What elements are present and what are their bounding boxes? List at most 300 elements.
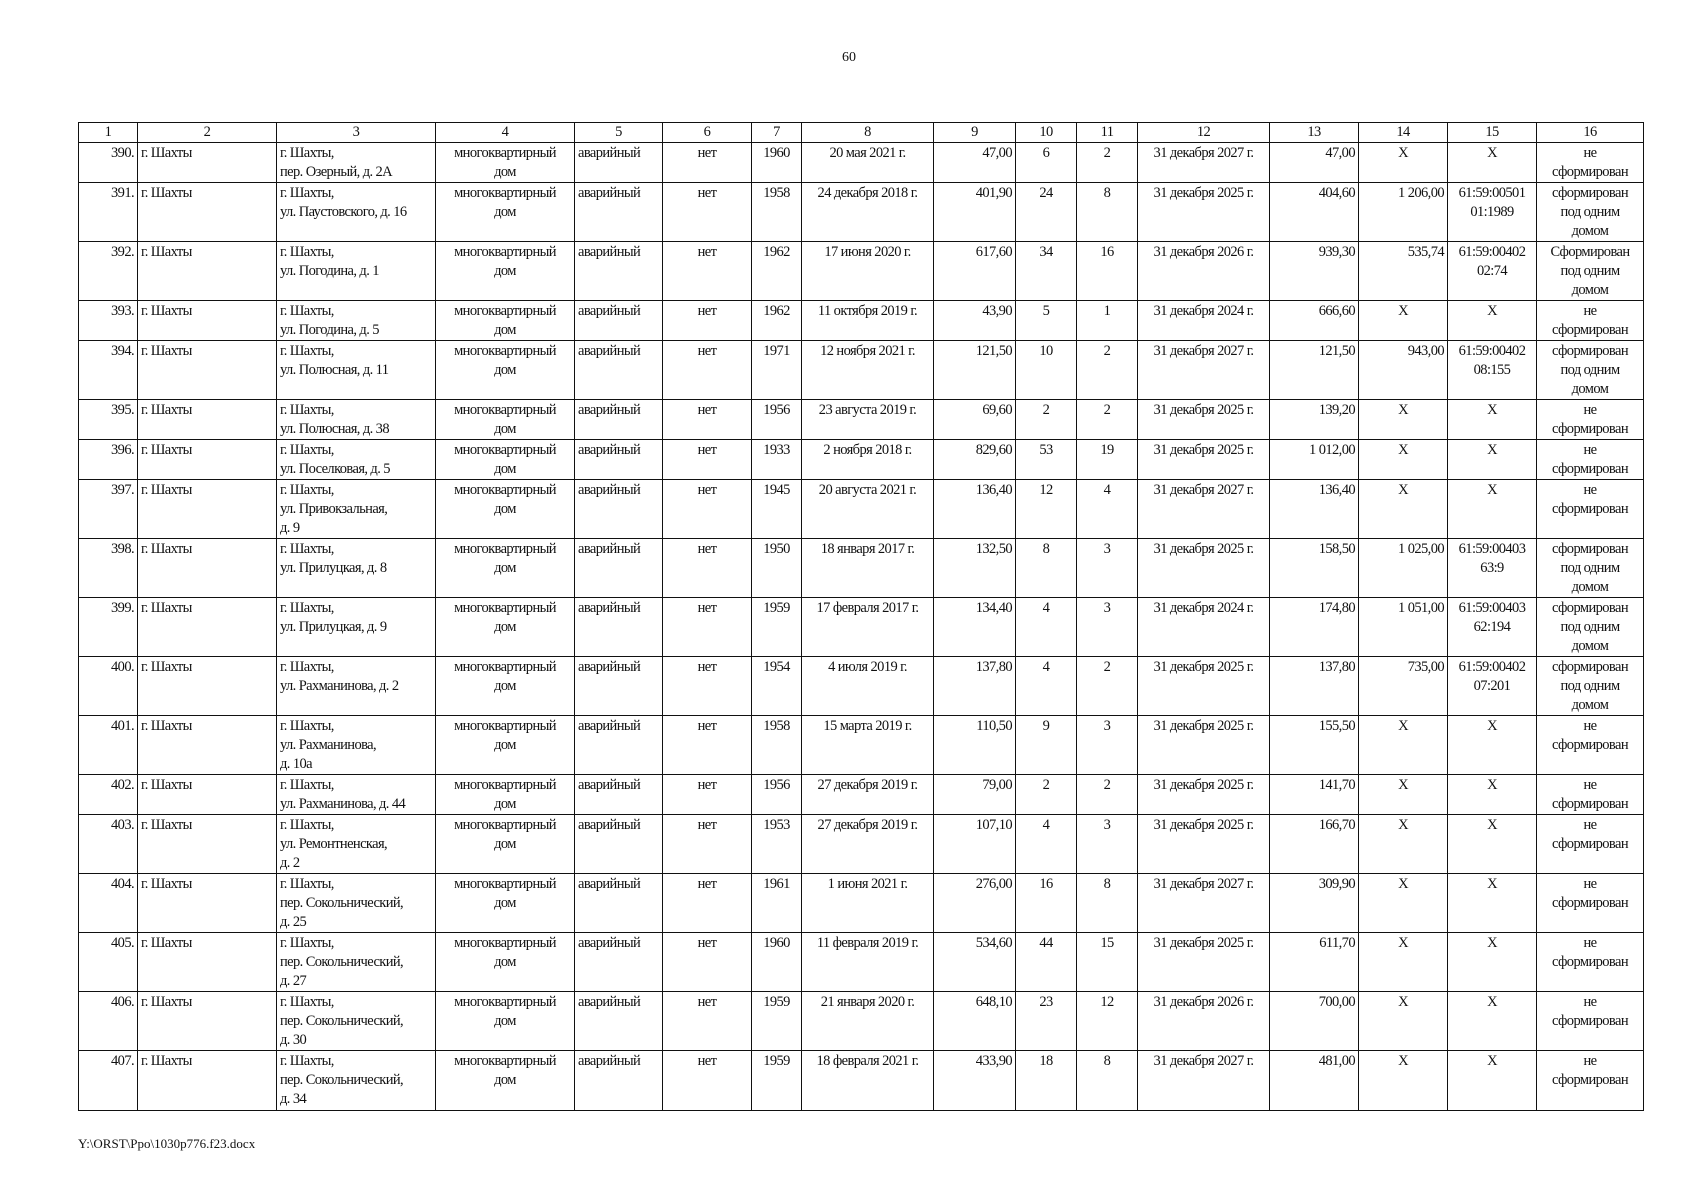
deadline-cell: 31 декабря 2025 г. <box>1138 815 1270 874</box>
address-line-1: г. Шахты, <box>280 185 334 201</box>
address-line-1: г. Шахты, <box>280 659 334 675</box>
area-cell: 107,10 <box>934 815 1016 874</box>
col13-cell: 141,70 <box>1270 775 1359 815</box>
deadline-cell: 31 декабря 2025 г. <box>1138 657 1270 716</box>
building-type-cell <box>436 657 575 716</box>
building-type-cell <box>436 400 575 440</box>
plot-status-line-1: не <box>1583 817 1597 833</box>
plot-status-line-1: не <box>1583 145 1597 161</box>
area-cell: 136,40 <box>934 480 1016 539</box>
address-cell <box>277 815 436 874</box>
land-area-cell: X <box>1359 992 1448 1051</box>
table-row <box>79 775 1644 815</box>
plot-status-line-1: не <box>1583 777 1597 793</box>
address-cell <box>277 775 436 815</box>
year-cell: 1958 <box>752 716 802 775</box>
table-row <box>79 143 1644 183</box>
building-type-cell <box>436 341 575 400</box>
year-cell: 1954 <box>752 657 802 716</box>
deadline-cell: 31 декабря 2027 г. <box>1138 874 1270 933</box>
plot-status-line-3: домом <box>1571 697 1609 713</box>
address-line-1: г. Шахты, <box>280 600 334 616</box>
plot-status-line-2: под одним <box>1560 204 1620 220</box>
address-line-1: г. Шахты, <box>280 1053 334 1069</box>
address-cell <box>277 341 436 400</box>
deadline-cell: 31 декабря 2027 г. <box>1138 1051 1270 1111</box>
land-area-cell: X <box>1359 440 1448 480</box>
city-cell: г. Шахты <box>138 716 277 775</box>
col13-cell: 174,80 <box>1270 598 1359 657</box>
address-line-2: пер. Сокольнический, <box>280 1013 404 1029</box>
plot-status-line-2: сформирован <box>1552 322 1628 338</box>
flag-cell: нет <box>663 874 752 933</box>
flag-cell: нет <box>663 716 752 775</box>
address-cell <box>277 480 436 539</box>
col13-cell: 939,30 <box>1270 242 1359 301</box>
cadastral-number-line-1: 61:59:00402 <box>1458 659 1526 675</box>
land-area-cell: 1 051,00 <box>1359 598 1448 657</box>
deadline-cell: 31 декабря 2026 г. <box>1138 992 1270 1051</box>
flag-cell: нет <box>663 657 752 716</box>
plot-status-cell <box>1537 143 1644 183</box>
col10-cell: 12 <box>1016 480 1077 539</box>
cadastral-number-line-1: X <box>1487 817 1497 833</box>
year-cell: 1953 <box>752 815 802 874</box>
plot-status-line-1: не <box>1583 1053 1597 1069</box>
address-line-2: ул. Паустовского, д. 16 <box>280 204 407 220</box>
address-line-2: ул. Погодина, д. 5 <box>280 322 379 338</box>
city-cell: г. Шахты <box>138 1051 277 1111</box>
cadastral-number-line-1: 61:59:00402 <box>1458 343 1526 359</box>
col10-cell: 23 <box>1016 992 1077 1051</box>
cadastral-number-cell <box>1448 716 1537 775</box>
column-header-11: 11 <box>1077 123 1138 143</box>
cadastral-number-cell <box>1448 539 1537 598</box>
address-cell <box>277 992 436 1051</box>
recognition-date-cell: 11 февраля 2019 г. <box>802 933 934 992</box>
plot-status-line-3: домом <box>1571 282 1609 298</box>
address-line-1: г. Шахты, <box>280 343 334 359</box>
land-area-cell: 1 206,00 <box>1359 183 1448 242</box>
condition-cell: аварийный <box>575 598 663 657</box>
address-line-1: г. Шахты, <box>280 718 334 734</box>
year-cell: 1956 <box>752 775 802 815</box>
address-line-2: ул. Прилуцкая, д. 8 <box>280 560 387 576</box>
table-row <box>79 716 1644 775</box>
land-area-cell: X <box>1359 815 1448 874</box>
address-cell <box>277 598 436 657</box>
plot-status-line-2: сформирован <box>1552 737 1628 753</box>
cadastral-number-cell <box>1448 440 1537 480</box>
recognition-date-cell: 17 февраля 2017 г. <box>802 598 934 657</box>
plot-status-line-1: не <box>1583 482 1597 498</box>
building-type-line-1: многоквартирный <box>454 244 556 260</box>
flag-cell: нет <box>663 539 752 598</box>
building-type-line-2: дом <box>494 461 516 477</box>
column-header-1: 1 <box>79 123 138 143</box>
address-line-1: г. Шахты, <box>280 303 334 319</box>
column-header-16: 16 <box>1537 123 1644 143</box>
recognition-date-cell: 21 января 2020 г. <box>802 992 934 1051</box>
housing-registry-table <box>78 122 1644 1111</box>
column-header-12: 12 <box>1138 123 1270 143</box>
land-area-cell: 735,00 <box>1359 657 1448 716</box>
address-line-2: ул. Полюсная, д. 38 <box>280 421 389 437</box>
year-cell: 1962 <box>752 301 802 341</box>
flag-cell: нет <box>663 440 752 480</box>
condition-cell: аварийный <box>575 480 663 539</box>
land-area-cell: X <box>1359 933 1448 992</box>
cadastral-number-line-1: 61:59:00403 <box>1458 600 1526 616</box>
cadastral-number-line-1: X <box>1487 442 1497 458</box>
city-cell: г. Шахты <box>138 815 277 874</box>
building-type-line-1: многоквартирный <box>454 718 556 734</box>
address-line-1: г. Шахты, <box>280 935 334 951</box>
cadastral-number-line-1: X <box>1487 482 1497 498</box>
col10-cell: 5 <box>1016 301 1077 341</box>
col10-cell: 53 <box>1016 440 1077 480</box>
recognition-date-cell: 24 декабря 2018 г. <box>802 183 934 242</box>
header-row <box>79 123 1644 143</box>
column-header-3: 3 <box>277 123 436 143</box>
land-area-cell: X <box>1359 1051 1448 1111</box>
address-line-3: д. 9 <box>280 520 300 536</box>
col11-cell: 19 <box>1077 440 1138 480</box>
plot-status-line-1: не <box>1583 442 1597 458</box>
plot-status-cell <box>1537 301 1644 341</box>
address-cell <box>277 440 436 480</box>
area-cell: 69,60 <box>934 400 1016 440</box>
plot-status-line-3: домом <box>1571 579 1609 595</box>
table-row <box>79 874 1644 933</box>
column-header-9: 9 <box>934 123 1016 143</box>
plot-status-line-1: не <box>1583 876 1597 892</box>
area-cell: 134,40 <box>934 598 1016 657</box>
row-number-cell: 396. <box>79 440 138 480</box>
address-line-1: г. Шахты, <box>280 994 334 1010</box>
plot-status-cell <box>1537 242 1644 301</box>
deadline-cell: 31 декабря 2025 г. <box>1138 440 1270 480</box>
row-number-cell: 406. <box>79 992 138 1051</box>
col10-cell: 4 <box>1016 657 1077 716</box>
year-cell: 1960 <box>752 143 802 183</box>
city-cell: г. Шахты <box>138 657 277 716</box>
table-row <box>79 242 1644 301</box>
deadline-cell: 31 декабря 2025 г. <box>1138 539 1270 598</box>
building-type-line-1: многоквартирный <box>454 777 556 793</box>
column-header-10: 10 <box>1016 123 1077 143</box>
deadline-cell: 31 декабря 2027 г. <box>1138 143 1270 183</box>
col13-cell: 700,00 <box>1270 992 1359 1051</box>
building-type-line-2: дом <box>494 678 516 694</box>
table-row <box>79 933 1644 992</box>
cadastral-number-line-1: X <box>1487 1053 1497 1069</box>
col11-cell: 2 <box>1077 657 1138 716</box>
cadastral-number-line-1: 61:59:00501 <box>1458 185 1526 201</box>
condition-cell: аварийный <box>575 1051 663 1111</box>
building-type-line-2: дом <box>494 796 516 812</box>
address-line-2: ул. Привокзальная, <box>280 501 388 517</box>
plot-status-cell <box>1537 775 1644 815</box>
building-type-cell <box>436 775 575 815</box>
deadline-cell: 31 декабря 2025 г. <box>1138 183 1270 242</box>
deadline-cell: 31 декабря 2024 г. <box>1138 598 1270 657</box>
col10-cell: 18 <box>1016 1051 1077 1111</box>
address-cell <box>277 539 436 598</box>
row-number-cell: 391. <box>79 183 138 242</box>
building-type-line-2: дом <box>494 362 516 378</box>
deadline-cell: 31 декабря 2027 г. <box>1138 341 1270 400</box>
row-number-cell: 397. <box>79 480 138 539</box>
land-area-cell: X <box>1359 400 1448 440</box>
building-type-line-2: дом <box>494 737 516 753</box>
address-cell <box>277 1051 436 1111</box>
condition-cell: аварийный <box>575 440 663 480</box>
building-type-line-1: многоквартирный <box>454 994 556 1010</box>
condition-cell: аварийный <box>575 341 663 400</box>
cadastral-number-line-1: 61:59:00403 <box>1458 541 1526 557</box>
col10-cell: 34 <box>1016 242 1077 301</box>
flag-cell: нет <box>663 143 752 183</box>
land-area-cell: 1 025,00 <box>1359 539 1448 598</box>
building-type-line-1: многоквартирный <box>454 935 556 951</box>
building-type-line-1: многоквартирный <box>454 817 556 833</box>
condition-cell: аварийный <box>575 933 663 992</box>
area-cell: 617,60 <box>934 242 1016 301</box>
plot-status-line-2: сформирован <box>1552 164 1628 180</box>
area-cell: 110,50 <box>934 716 1016 775</box>
address-line-2: пер. Озерный, д. 2А <box>280 164 393 180</box>
col13-cell: 666,60 <box>1270 301 1359 341</box>
building-type-line-1: многоквартирный <box>454 343 556 359</box>
plot-status-cell <box>1537 341 1644 400</box>
flag-cell: нет <box>663 1051 752 1111</box>
plot-status-cell <box>1537 183 1644 242</box>
row-number-cell: 405. <box>79 933 138 992</box>
col13-cell: 158,50 <box>1270 539 1359 598</box>
col11-cell: 3 <box>1077 539 1138 598</box>
address-cell <box>277 657 436 716</box>
col11-cell: 3 <box>1077 598 1138 657</box>
plot-status-line-1: сформирован <box>1552 185 1628 201</box>
condition-cell: аварийный <box>575 657 663 716</box>
address-cell <box>277 143 436 183</box>
row-number-cell: 395. <box>79 400 138 440</box>
cadastral-number-cell <box>1448 657 1537 716</box>
cadastral-number-line-1: X <box>1487 777 1497 793</box>
recognition-date-cell: 18 января 2017 г. <box>802 539 934 598</box>
row-number-cell: 393. <box>79 301 138 341</box>
plot-status-line-1: не <box>1583 718 1597 734</box>
address-line-2: пер. Сокольнический, <box>280 954 404 970</box>
row-number-cell: 398. <box>79 539 138 598</box>
address-line-1: г. Шахты, <box>280 244 334 260</box>
condition-cell: аварийный <box>575 874 663 933</box>
col10-cell: 10 <box>1016 341 1077 400</box>
land-area-cell: 943,00 <box>1359 341 1448 400</box>
row-number-cell: 407. <box>79 1051 138 1111</box>
address-cell <box>277 183 436 242</box>
col11-cell: 2 <box>1077 400 1138 440</box>
area-cell: 648,10 <box>934 992 1016 1051</box>
col11-cell: 8 <box>1077 1051 1138 1111</box>
address-line-3: д. 25 <box>280 914 307 930</box>
cadastral-number-line-2: 63:9 <box>1480 560 1504 576</box>
plot-status-cell <box>1537 1051 1644 1111</box>
land-area-cell: X <box>1359 143 1448 183</box>
table-row <box>79 440 1644 480</box>
row-number-cell: 394. <box>79 341 138 400</box>
col11-cell: 1 <box>1077 301 1138 341</box>
cadastral-number-line-1: X <box>1487 876 1497 892</box>
row-number-cell: 390. <box>79 143 138 183</box>
city-cell: г. Шахты <box>138 400 277 440</box>
footer-file-path: Y:\ORST\Ppo\1030p776.f23.docx <box>78 1136 256 1151</box>
cadastral-number-cell <box>1448 143 1537 183</box>
condition-cell: аварийный <box>575 716 663 775</box>
deadline-cell: 31 декабря 2024 г. <box>1138 301 1270 341</box>
row-number-cell: 399. <box>79 598 138 657</box>
plot-status-line-2: под одним <box>1560 560 1620 576</box>
building-type-cell <box>436 301 575 341</box>
building-type-cell <box>436 716 575 775</box>
deadline-cell: 31 декабря 2025 г. <box>1138 400 1270 440</box>
plot-status-line-2: сформирован <box>1552 1072 1628 1088</box>
column-header-13: 13 <box>1270 123 1359 143</box>
table-row <box>79 657 1644 716</box>
address-line-2: ул. Рахманинова, д. 2 <box>280 678 399 694</box>
building-type-line-1: многоквартирный <box>454 541 556 557</box>
condition-cell: аварийный <box>575 301 663 341</box>
row-number-cell: 402. <box>79 775 138 815</box>
city-cell: г. Шахты <box>138 242 277 301</box>
cadastral-number-line-2: 01:1989 <box>1470 204 1514 220</box>
area-cell: 132,50 <box>934 539 1016 598</box>
address-cell <box>277 301 436 341</box>
building-type-line-2: дом <box>494 501 516 517</box>
building-type-cell <box>436 992 575 1051</box>
cadastral-number-cell <box>1448 301 1537 341</box>
col10-cell: 2 <box>1016 400 1077 440</box>
building-type-line-1: многоквартирный <box>454 659 556 675</box>
col10-cell: 8 <box>1016 539 1077 598</box>
cadastral-number-line-1: X <box>1487 402 1497 418</box>
plot-status-line-1: сформирован <box>1552 659 1628 675</box>
col10-cell: 2 <box>1016 775 1077 815</box>
address-line-1: г. Шахты, <box>280 541 334 557</box>
col13-cell: 481,00 <box>1270 1051 1359 1111</box>
plot-status-line-2: под одним <box>1560 678 1620 694</box>
address-line-2: ул. Погодина, д. 1 <box>280 263 379 279</box>
col10-cell: 4 <box>1016 815 1077 874</box>
table-row <box>79 539 1644 598</box>
building-type-line-2: дом <box>494 1013 516 1029</box>
land-area-cell: X <box>1359 874 1448 933</box>
year-cell: 1959 <box>752 992 802 1051</box>
row-number-cell: 403. <box>79 815 138 874</box>
col13-cell: 404,60 <box>1270 183 1359 242</box>
area-cell: 829,60 <box>934 440 1016 480</box>
plot-status-line-2: сформирован <box>1552 796 1628 812</box>
address-line-2: ул. Прилуцкая, д. 9 <box>280 619 387 635</box>
address-cell <box>277 242 436 301</box>
address-cell <box>277 874 436 933</box>
address-line-3: д. 2 <box>280 855 300 871</box>
plot-status-line-1: сформирован <box>1552 600 1628 616</box>
col11-cell: 2 <box>1077 775 1138 815</box>
plot-status-cell <box>1537 539 1644 598</box>
col13-cell: 309,90 <box>1270 874 1359 933</box>
building-type-line-1: многоквартирный <box>454 402 556 418</box>
cadastral-number-line-1: X <box>1487 994 1497 1010</box>
row-number-cell: 392. <box>79 242 138 301</box>
col13-cell: 611,70 <box>1270 933 1359 992</box>
cadastral-number-line-1: X <box>1487 145 1497 161</box>
flag-cell: нет <box>663 933 752 992</box>
col11-cell: 16 <box>1077 242 1138 301</box>
cadastral-number-cell <box>1448 775 1537 815</box>
plot-status-line-2: сформирован <box>1552 501 1628 517</box>
flag-cell: нет <box>663 183 752 242</box>
building-type-line-1: многоквартирный <box>454 145 556 161</box>
land-area-cell: X <box>1359 480 1448 539</box>
recognition-date-cell: 1 июня 2021 г. <box>802 874 934 933</box>
col13-cell: 137,80 <box>1270 657 1359 716</box>
building-type-line-1: многоквартирный <box>454 1053 556 1069</box>
recognition-date-cell: 12 ноября 2021 г. <box>802 341 934 400</box>
flag-cell: нет <box>663 242 752 301</box>
flag-cell: нет <box>663 301 752 341</box>
flag-cell: нет <box>663 815 752 874</box>
col11-cell: 2 <box>1077 341 1138 400</box>
column-header-15: 15 <box>1448 123 1537 143</box>
land-area-cell: X <box>1359 775 1448 815</box>
city-cell: г. Шахты <box>138 341 277 400</box>
year-cell: 1959 <box>752 1051 802 1111</box>
flag-cell: нет <box>663 992 752 1051</box>
building-type-cell <box>436 440 575 480</box>
year-cell: 1950 <box>752 539 802 598</box>
building-type-cell <box>436 539 575 598</box>
table-row <box>79 301 1644 341</box>
year-cell: 1956 <box>752 400 802 440</box>
flag-cell: нет <box>663 400 752 440</box>
deadline-cell: 31 декабря 2027 г. <box>1138 480 1270 539</box>
cadastral-number-cell <box>1448 815 1537 874</box>
address-line-1: г. Шахты, <box>280 402 334 418</box>
land-area-cell: 535,74 <box>1359 242 1448 301</box>
cadastral-number-line-2: 02:74 <box>1476 263 1508 279</box>
col11-cell: 15 <box>1077 933 1138 992</box>
table-row <box>79 815 1644 874</box>
plot-status-cell <box>1537 992 1644 1051</box>
plot-status-cell <box>1537 440 1644 480</box>
cadastral-number-line-2: 62:194 <box>1473 619 1511 635</box>
plot-status-cell <box>1537 400 1644 440</box>
building-type-line-2: дом <box>494 204 516 220</box>
land-area-cell: X <box>1359 716 1448 775</box>
address-line-2: ул. Полюсная, д. 11 <box>280 362 389 378</box>
condition-cell: аварийный <box>575 775 663 815</box>
cadastral-number-cell <box>1448 341 1537 400</box>
building-type-cell <box>436 598 575 657</box>
area-cell: 534,60 <box>934 933 1016 992</box>
building-type-cell <box>436 933 575 992</box>
recognition-date-cell: 17 июня 2020 г. <box>802 242 934 301</box>
col13-cell: 139,20 <box>1270 400 1359 440</box>
plot-status-line-1: сформирован <box>1552 343 1628 359</box>
building-type-line-2: дом <box>494 954 516 970</box>
